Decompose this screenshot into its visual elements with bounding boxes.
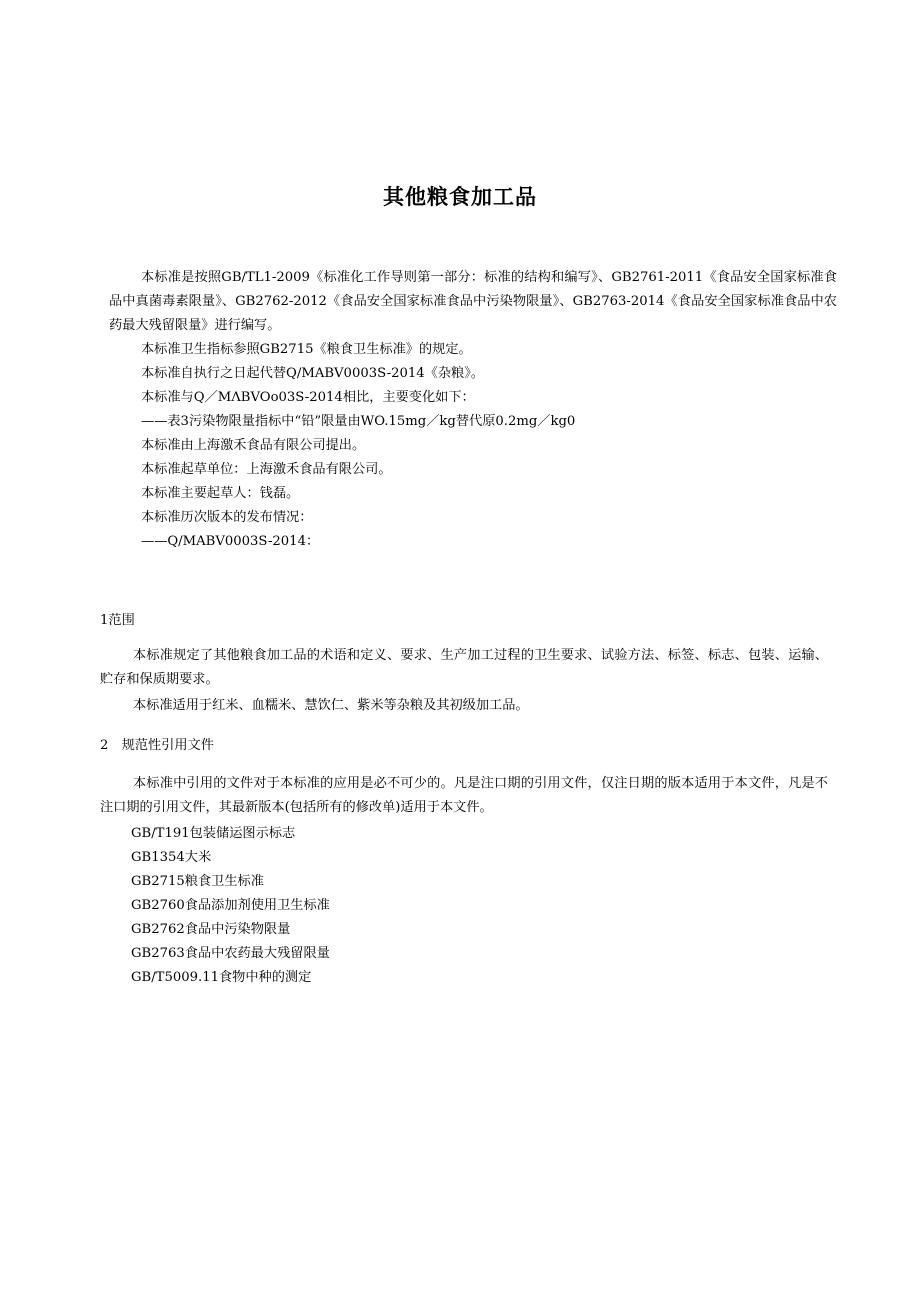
reference-item: GB2763食品中农药最大残留限量	[131, 946, 330, 961]
foreword-line: 本标准起草单位：上海激禾食品有限公司。	[141, 462, 392, 477]
foreword-line: 本标准由上海激禾食品有限公司提出。	[141, 438, 366, 453]
foreword-line: ——Q/MABV0003S-2014：	[141, 534, 320, 549]
reference-item: GB1354大米	[131, 850, 212, 865]
section-heading: 1范围	[100, 613, 135, 628]
document-title: 其他粮食加工品	[383, 185, 537, 209]
foreword	[109, 266, 837, 554]
section-paragraph: 本标准中引用的文件对于本标准的应用是必不可少的。凡是注口期的引用文件，仅注日期的版本适用于本文件，凡是不注口期的引用文件，其最新版本(包括所有的修改单)适用于本文件。	[100, 776, 828, 815]
reference-item: GB2760食品添加剂使用卫生标准	[131, 898, 330, 913]
foreword-line: 本标准历次版本的发布情况：	[141, 510, 313, 525]
reference-item: GB/T191包装储运图示标志	[131, 826, 296, 841]
foreword-intro: 本标准是按照GB/TL1-2009《标准化工作导则第一部分：标准的结构和编写》、GB2761-2011《食品安全国家标准食品中真菌毒素限量》、GB2762-2012《食品安全国家标准食品中污染物限量》、GB2763-2014《食品安全国家标准食品中农药最大残留限量》进行编写。	[109, 270, 837, 333]
section-normative-references	[100, 734, 828, 990]
reference-item: GB2762食品中污染物限量	[131, 922, 291, 937]
section-paragraph: 本标准适用于红米、血糯米、慧饮仁、紫米等杂粮及其初级加工品。	[133, 698, 529, 713]
reference-item: GB/T5009.11食物中种的测定	[131, 970, 312, 985]
section-body	[100, 772, 828, 990]
foreword-line: 本标准卫生指标参照GB2715《粮食卫生标准》的规定。	[141, 342, 472, 357]
section-heading: 2 规范性引用文件	[100, 738, 214, 753]
section-body	[100, 644, 828, 718]
foreword-line: 本标准主要起草人：钱磊。	[141, 486, 300, 501]
section-scope	[100, 609, 828, 718]
section-paragraph: 本标准规定了其他粮食加工品的术语和定义、要求、生产加工过程的卫生要求、试验方法、标签、标志、包装、运输、贮存和保质期要求。	[100, 648, 828, 687]
foreword-line: 本标准自执行之日起代替Q/MABV0003S-2014《杂粮》。	[141, 366, 484, 381]
reference-item: GB2715粮食卫生标准	[131, 874, 264, 889]
foreword-line: 本标准与Q／MΛBVOo03S-2014相比，主要变化如下：	[141, 390, 475, 405]
foreword-line: ——表3污染物限量指标中“铅”限量由WO.15mg／kg替代原0.2mg／kg0	[141, 414, 576, 429]
